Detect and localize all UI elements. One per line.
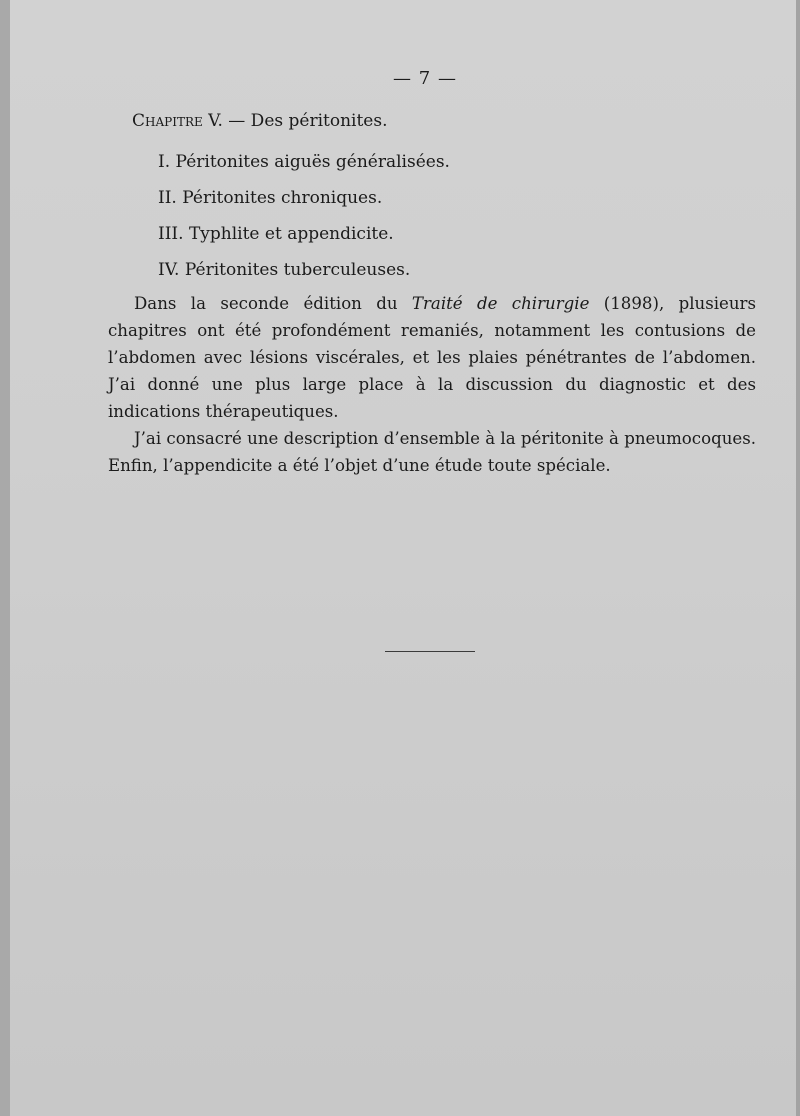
section-item: IV. Péritonites tuberculeuses. [158,260,411,280]
section-item: I. Péritonites aiguës généralisées. [158,152,450,172]
book-title: Traité de chirurgie [411,294,590,313]
chapter-heading [132,110,387,132]
section-divider [385,651,475,652]
section-list [158,144,450,288]
page-number: — 7 — [393,68,457,89]
paragraph-text-end: (1898), plusieurs chapitres ont été profondément remaniés, notamment les contusions de l’abdomen avec lésions viscérales, et les plaies pénétrantes de l’abdomen. J’ai donné une plus large place à la discussion du diagnostic et des indications thérapeutiques. [108,294,756,421]
paragraph-pneumococcus: J’ai consacré une description d’ensemble à la péritonite à pneumocoques. Enfin, l’appendicite a été l’objet d’une étude toute spéciale. [108,429,756,475]
chapter-label: Chapitre [132,111,203,131]
section-item: III. Typhlite et appendicite. [158,224,394,244]
chapter-title: V. — Des péritonites. [202,111,388,131]
paragraph-second-edition [108,290,756,425]
body-text [108,290,756,479]
paragraph-text-start: Dans la seconde édition du [134,294,412,313]
section-item: II. Péritonites chroniques. [158,188,383,208]
